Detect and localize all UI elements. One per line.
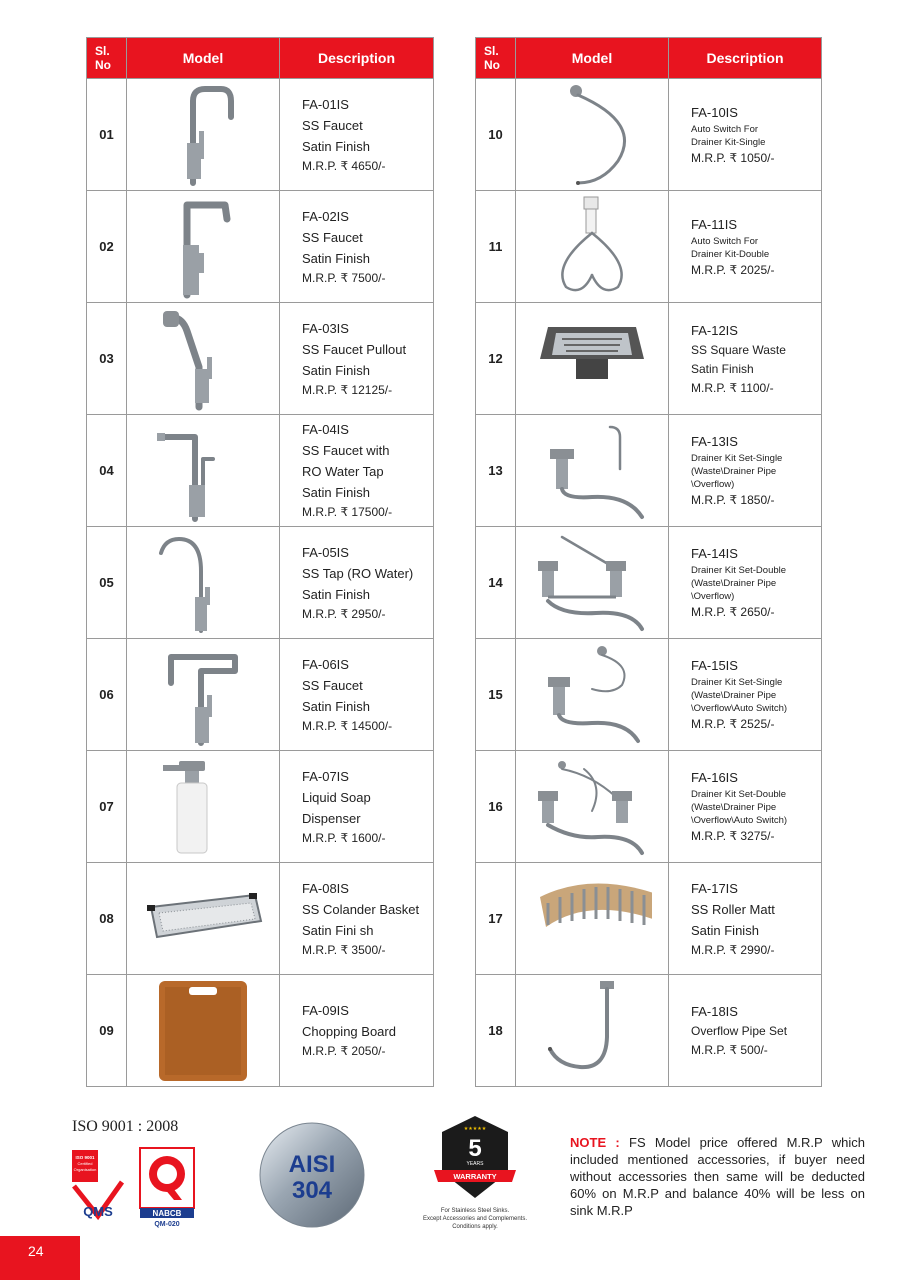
header-sl-no: Sl. No — [87, 38, 127, 79]
mrp-price: M.R.P. ₹ 17500/- — [302, 505, 393, 519]
mrp-price: M.R.P. ₹ 3275/- — [691, 829, 775, 843]
description-line: SS Colander Basket — [302, 901, 420, 917]
product-description — [280, 639, 434, 751]
product-image — [127, 191, 280, 303]
serial-number: 02 — [87, 191, 127, 303]
product-image — [516, 415, 669, 527]
product-image — [516, 975, 669, 1087]
product-image — [516, 303, 669, 415]
table-row — [87, 415, 434, 527]
product-description — [669, 303, 822, 415]
description-line: (Waste\Drainer Pipe — [691, 466, 777, 477]
mrp-price: M.R.P. ₹ 1050/- — [691, 150, 775, 165]
product-image — [516, 79, 669, 191]
table-row — [87, 975, 434, 1087]
mrp-price: M.R.P. ₹ 1600/- — [302, 830, 386, 845]
description-line: SS Faucet Pullout — [302, 341, 407, 357]
description-line: (Waste\Drainer Pipe — [691, 802, 777, 813]
faucet-square-icon — [143, 195, 263, 299]
iso-certification-text: ISO 9001 : 2008 — [72, 1118, 179, 1135]
description-line: Drainer Kit Set-Single — [691, 677, 783, 688]
serial-number: 15 — [476, 639, 516, 751]
description-line: Drainer Kit Set-Double — [691, 789, 787, 800]
table-row — [87, 303, 434, 415]
faucet-folding-icon — [143, 643, 263, 747]
auto-switch-single-icon — [532, 83, 652, 187]
product-description — [669, 639, 822, 751]
product-description — [669, 975, 822, 1087]
model-code: FA-18IS — [691, 1004, 738, 1019]
table-row — [476, 191, 822, 303]
product-description — [280, 79, 434, 191]
description-line: SS Faucet — [302, 117, 363, 133]
mrp-price: M.R.P. ₹ 2050/- — [302, 1044, 386, 1058]
product-image — [516, 751, 669, 863]
qms-logo — [68, 1146, 128, 1222]
serial-number: 16 — [476, 751, 516, 863]
description-line: Drainer Kit Set-Double — [691, 565, 787, 576]
ro-tap-icon — [143, 531, 263, 635]
table-row — [476, 751, 822, 863]
serial-number: 18 — [476, 975, 516, 1087]
serial-number: 12 — [476, 303, 516, 415]
page-number-tab: 24 — [0, 1236, 80, 1280]
note-label: NOTE : — [570, 1135, 620, 1150]
mrp-price: M.R.P. ₹ 2950/- — [302, 606, 386, 621]
square-waste-icon — [532, 307, 652, 411]
description-line: \Overflow) — [691, 479, 735, 490]
description-line: (Waste\Drainer Pipe — [691, 690, 777, 701]
svg-text:★★★★★: ★★★★★ — [463, 1126, 487, 1132]
table-row — [476, 639, 822, 751]
product-description — [280, 303, 434, 415]
serial-number: 17 — [476, 863, 516, 975]
mrp-price: M.R.P. ₹ 2525/- — [691, 717, 775, 731]
product-description — [280, 527, 434, 639]
product-description — [669, 751, 822, 863]
table-row — [476, 863, 822, 975]
product-image — [127, 303, 280, 415]
header-sl-no: Sl. No — [476, 38, 516, 79]
faucet-l-icon — [143, 83, 263, 187]
table-row — [87, 863, 434, 975]
model-code: FA-13IS — [691, 434, 738, 449]
product-image — [127, 527, 280, 639]
aisi-304-badge — [259, 1122, 365, 1228]
chopping-board-icon — [143, 979, 263, 1083]
model-code: FA-01IS — [302, 96, 349, 112]
product-image — [516, 191, 669, 303]
overflow-pipe-icon — [532, 979, 652, 1083]
description-line: Overflow Pipe Set — [691, 1024, 788, 1038]
roller-matt-icon — [532, 867, 652, 971]
mrp-price: M.R.P. ₹ 7500/- — [302, 270, 386, 285]
product-image — [127, 415, 280, 527]
description-line: RO Water Tap — [302, 464, 384, 479]
description-line: Dispenser — [302, 810, 361, 826]
svg-text:ISO 9001: ISO 9001 — [75, 1155, 95, 1160]
description-line: (Waste\Drainer Pipe — [691, 578, 777, 589]
model-code: FA-05IS — [302, 544, 349, 560]
model-code: FA-06IS — [302, 656, 349, 672]
price-note — [570, 1134, 865, 1219]
description-line: Satin Finish — [302, 250, 370, 266]
description-line: Auto Switch For — [691, 123, 759, 135]
product-image — [127, 79, 280, 191]
table-header-row — [87, 38, 434, 79]
description-line: Liquid Soap — [302, 789, 371, 805]
model-code: FA-09IS — [302, 1003, 349, 1018]
serial-number: 14 — [476, 527, 516, 639]
serial-number: 09 — [87, 975, 127, 1087]
mrp-price: M.R.P. ₹ 12125/- — [302, 382, 393, 397]
mrp-price: M.R.P. ₹ 1100/- — [691, 380, 774, 395]
mrp-price: M.R.P. ₹ 3500/- — [302, 942, 386, 957]
model-code: FA-03IS — [302, 320, 349, 336]
product-description — [280, 191, 434, 303]
product-image — [516, 863, 669, 975]
description-line: Satin Finish — [302, 362, 370, 378]
svg-text:NABCB: NABCB — [152, 1209, 182, 1218]
table-row — [476, 79, 822, 191]
table-row — [476, 975, 822, 1087]
model-code: FA-08IS — [302, 880, 349, 896]
table-row — [87, 639, 434, 751]
mrp-price: M.R.P. ₹ 2650/- — [691, 605, 775, 619]
svg-text:WARRANTY: WARRANTY — [453, 1172, 497, 1181]
model-code: FA-07IS — [302, 768, 349, 784]
product-description — [280, 751, 434, 863]
faucet-pullout-icon — [143, 307, 263, 411]
model-code: FA-12IS — [691, 322, 738, 338]
description-line: Drainer Kit Set-Single — [691, 453, 783, 464]
serial-number: 05 — [87, 527, 127, 639]
svg-text:Certified: Certified — [77, 1161, 93, 1166]
product-image — [127, 751, 280, 863]
product-image — [127, 975, 280, 1087]
svg-text:QMS: QMS — [83, 1204, 113, 1219]
description-line: SS Faucet with — [302, 443, 390, 458]
table-row — [87, 527, 434, 639]
model-code: FA-15IS — [691, 658, 738, 673]
product-description — [280, 863, 434, 975]
table-row — [476, 303, 822, 415]
description-line: Satin Finish — [691, 361, 754, 376]
product-image — [516, 527, 669, 639]
model-code: FA-04IS — [302, 422, 349, 437]
description-line: SS Faucet — [302, 677, 363, 693]
description-line: \Overflow\Auto Switch) — [691, 815, 788, 826]
mrp-price: M.R.P. ₹ 4650/- — [302, 158, 386, 173]
product-description — [669, 415, 822, 527]
table-row — [87, 79, 434, 191]
serial-number: 06 — [87, 639, 127, 751]
serial-number: 04 — [87, 415, 127, 527]
serial-number: 11 — [476, 191, 516, 303]
svg-text:5: 5 — [468, 1135, 482, 1162]
serial-number: 08 — [87, 863, 127, 975]
description-line: Drainer Kit-Double — [691, 248, 770, 260]
product-description — [669, 79, 822, 191]
products-table-right — [475, 37, 822, 1087]
description-line: SS Tap (RO Water) — [302, 565, 414, 581]
description-line: SS Square Waste — [691, 342, 786, 357]
description-line: \Overflow\Auto Switch) — [691, 703, 788, 714]
product-description — [280, 975, 434, 1087]
colander-basket-icon — [143, 867, 263, 971]
model-code: FA-16IS — [691, 770, 738, 785]
description-line: \Overflow) — [691, 591, 735, 602]
description-line: Chopping Board — [302, 1024, 396, 1039]
model-code: FA-10IS — [691, 104, 738, 120]
svg-text:QM-020: QM-020 — [154, 1221, 180, 1228]
serial-number: 13 — [476, 415, 516, 527]
description-line: Drainer Kit-Single — [691, 136, 766, 148]
description-line: Auto Switch For — [691, 235, 759, 247]
serial-number: 07 — [87, 751, 127, 863]
model-code: FA-02IS — [302, 208, 349, 224]
mrp-price: M.R.P. ₹ 14500/- — [302, 718, 393, 733]
svg-text:AISI: AISI — [288, 1151, 336, 1178]
drainer-kit-single-icon — [532, 419, 652, 523]
description-line: Satin Finish — [302, 586, 370, 602]
table-row — [87, 751, 434, 863]
table-row — [476, 415, 822, 527]
table-row — [87, 191, 434, 303]
nabcb-logo — [138, 1146, 196, 1228]
soap-dispenser-icon — [143, 755, 263, 859]
description-line: Satin Finish — [302, 485, 370, 500]
product-image — [127, 639, 280, 751]
description-line: SS Faucet — [302, 229, 363, 245]
serial-number: 10 — [476, 79, 516, 191]
product-image — [127, 863, 280, 975]
svg-text:304: 304 — [291, 1177, 333, 1204]
header-description: Description — [280, 38, 434, 79]
product-image — [516, 639, 669, 751]
product-description — [669, 863, 822, 975]
header-model: Model — [516, 38, 669, 79]
table-header-row — [476, 38, 822, 79]
mrp-price: M.R.P. ₹ 2025/- — [691, 262, 775, 277]
svg-text:Organisation: Organisation — [73, 1167, 97, 1172]
drainer-kit-single-switch-icon — [532, 643, 652, 747]
drainer-kit-double-icon — [532, 531, 652, 635]
auto-switch-double-icon — [532, 195, 652, 299]
product-description — [280, 415, 434, 527]
product-description — [669, 527, 822, 639]
products-table-left — [86, 37, 434, 1087]
description-line: Satin Finish — [691, 922, 759, 938]
mrp-price: M.R.P. ₹ 2990/- — [691, 942, 775, 957]
description-line: SS Roller Matt — [691, 901, 775, 917]
serial-number: 01 — [87, 79, 127, 191]
note-text: FS Model price offered M.R.P which included mentioned accessories, if buyer need without accessories then same will be deducted 60% on M.R.P and balance 40% will be less on sink M.R.P — [570, 1135, 865, 1218]
serial-number: 03 — [87, 303, 127, 415]
product-description — [669, 191, 822, 303]
warranty-badge — [412, 1114, 538, 1240]
header-description: Description — [669, 38, 822, 79]
svg-text:YEARS: YEARS — [466, 1161, 484, 1167]
description-line: Satin Finish — [302, 138, 370, 154]
drainer-kit-double-switch-icon — [532, 755, 652, 859]
table-row — [476, 527, 822, 639]
model-code: FA-17IS — [691, 880, 738, 896]
model-code: FA-14IS — [691, 546, 738, 561]
model-code: FA-11IS — [691, 216, 738, 232]
description-line: Satin Finish — [302, 698, 370, 714]
mrp-price: M.R.P. ₹ 1850/- — [691, 493, 775, 507]
warranty-shield-icon — [412, 1114, 538, 1200]
description-line: Satin Fini sh — [302, 922, 374, 938]
warranty-conditions: For Stainless Steel Sinks. Except Accessories and Complements. Conditions apply. — [422, 1208, 528, 1230]
mrp-price: M.R.P. ₹ 500/- — [691, 1043, 768, 1057]
header-model: Model — [127, 38, 280, 79]
faucet-ro-icon — [143, 419, 263, 523]
